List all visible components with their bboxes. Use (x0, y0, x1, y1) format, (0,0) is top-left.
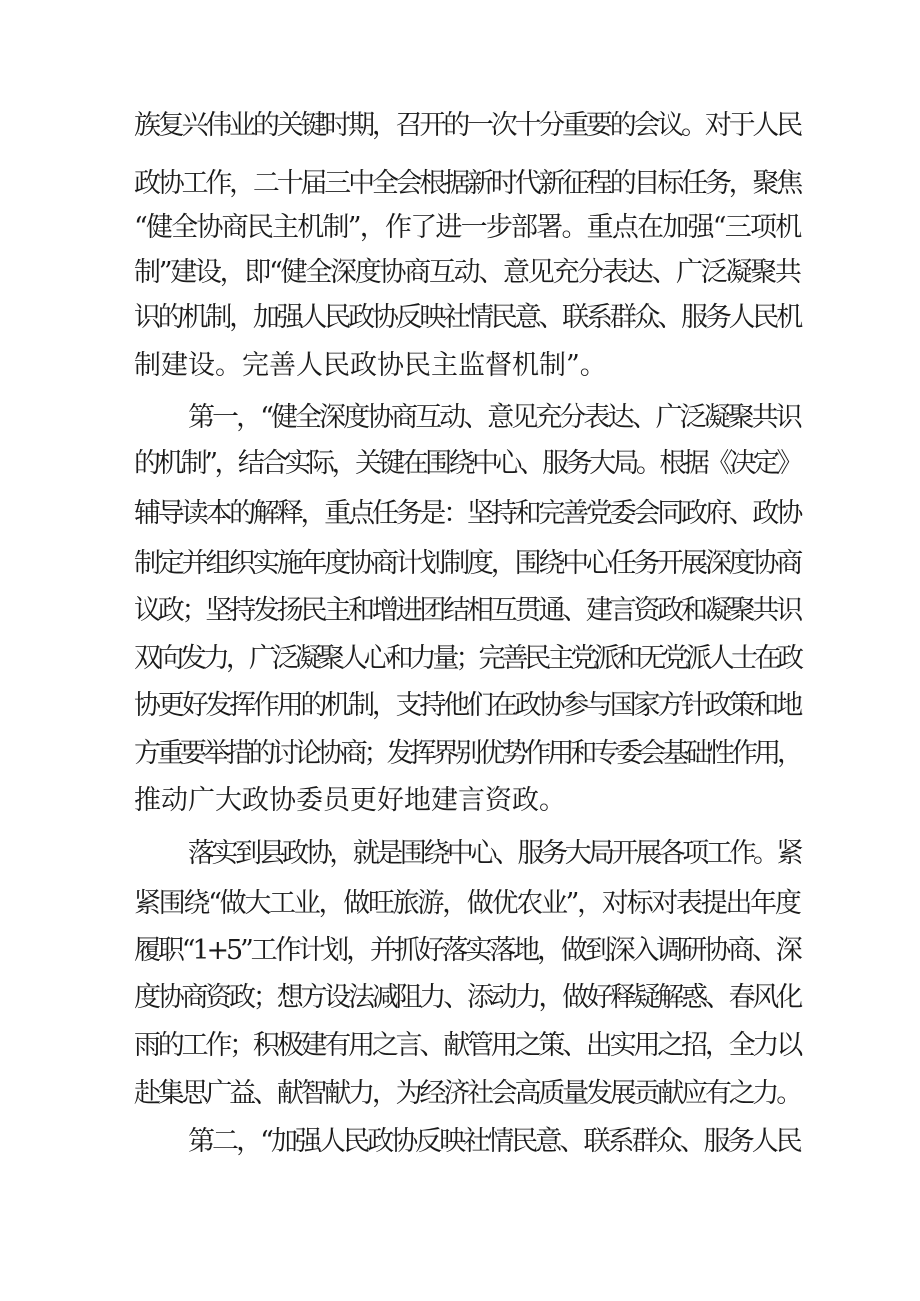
text-line (0, 685, 920, 727)
paragraph-3-line-1: 落实到县政协，就是围绕中心、服务大局开展各项工作。紧 (188, 838, 800, 869)
paragraph-3-line-5: 雨的工作；积极建有用之言、献管用之策、出实用之招，全力以 (134, 1030, 800, 1061)
paragraph-1-line-6: 制建设。完善人民政协民主监督机制”。 (134, 350, 607, 381)
text-line (0, 1121, 920, 1163)
text-line (0, 207, 920, 249)
paragraph-1-line-2: 政协工作，二十届三中全会根据新时代新征程的目标任务，聚焦 (134, 168, 800, 199)
text-line (0, 443, 920, 485)
text-line (0, 733, 920, 775)
paragraph-3-line-6: 赴集思广益、献智献力，为经济社会高质量发展贡献应有之力。 (134, 1078, 800, 1109)
paragraph-2-line-9: 推动广大政协委员更好地建言资政。 (134, 785, 566, 816)
text-line (0, 1073, 920, 1115)
paragraph-2-line-1: 第一，“健全深度协商互动、意见充分表达、广泛凝聚共识 (188, 402, 800, 433)
text-line (0, 1025, 920, 1067)
paragraph-1-line-3: “健全协商民主机制”，作了进一步部署。重点在加强“三项机 (134, 212, 801, 243)
paragraph-3-line-4: 度协商资政；想方设法减阻力、添动力，做好释疑解惑、春风化 (134, 982, 800, 1013)
text-line (0, 105, 920, 147)
paragraph-1-line-1: 族复兴伟业的关键时期，召开的一次十分重要的会议。对于人民 (134, 110, 800, 141)
paragraph-2-line-3: 辅导读本的解释，重点任务是：坚持和完善党委会同政府、政协 (134, 498, 800, 529)
text-line (0, 345, 920, 387)
text-line (0, 590, 920, 632)
text-line (0, 493, 920, 535)
paragraph-2-line-4: 制定并组织实施年度协商计划制度，围绕中心任务开展深度协商 (134, 548, 800, 579)
text-line (0, 163, 920, 205)
paragraph-3-line-2: 紧围绕“做大工业，做旺旅游，做优农业”，对标对表提出年度 (134, 888, 800, 919)
text-line (0, 833, 920, 875)
text-line (0, 297, 920, 339)
text-line (0, 883, 920, 925)
paragraph-2-line-5: 议政；坚持发扬民主和增进团结相互贯通、建言资政和凝聚共识 (134, 595, 800, 626)
paragraph-2-line-8: 方重要举措的讨论协商；发挥界别优势作用和专委会基础性作用， (134, 738, 800, 769)
text-line (0, 252, 920, 294)
paragraph-4-line-1: 第二，“加强人民政协反映社情民意、联系群众、服务人民 (188, 1126, 800, 1157)
text-line (0, 930, 920, 972)
paragraph-2-line-7: 协更好发挥作用的机制，支持他们在政协参与国家方针政策和地 (134, 690, 800, 721)
paragraph-1-line-5: 识的机制，加强人民政协反映社情民意、联系群众、服务人民机 (134, 302, 800, 333)
paragraph-1-line-4: 制”建设，即“健全深度协商互动、意见充分表达、广泛凝聚共 (134, 257, 800, 288)
text-line (0, 977, 920, 1019)
text-line (0, 397, 920, 439)
text-line (0, 780, 920, 822)
paragraph-2-line-2: 的机制”，结合实际，关键在围绕中心、服务大局。根据《决定》 (134, 448, 800, 479)
paragraph-2-line-6: 双向发力，广泛凝聚人心和力量；完善民主党派和无党派人士在政 (134, 643, 800, 674)
text-line (0, 638, 920, 680)
paragraph-3-line-3: 履职“1+5”工作计划，并抓好落实落地，做到深入调研协商、深 (134, 935, 800, 966)
text-line (0, 543, 920, 585)
